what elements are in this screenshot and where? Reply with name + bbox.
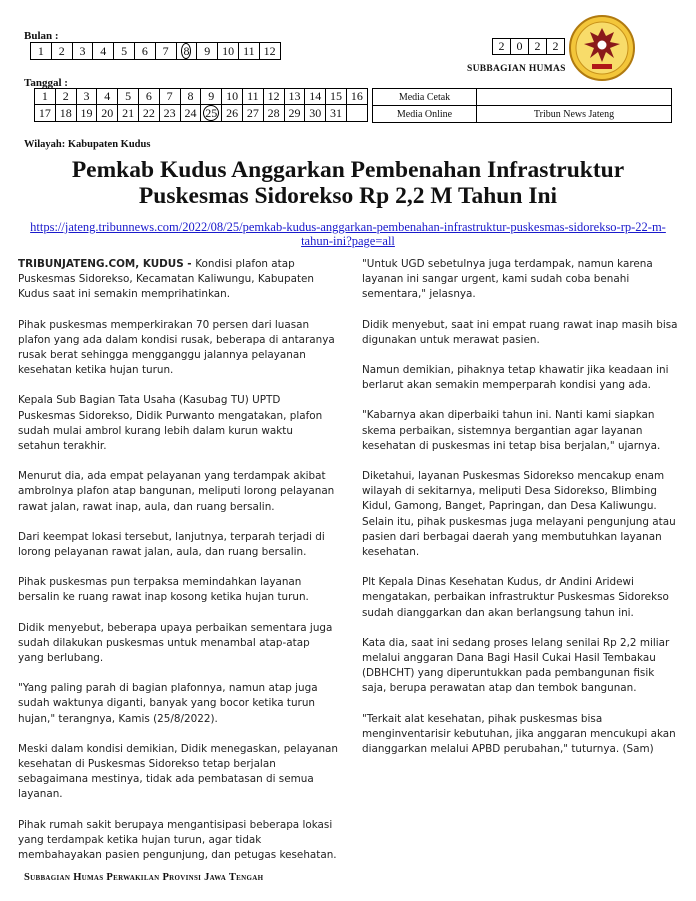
article-url-link[interactable]: https://jateng.tribunnews.com/2022/08/25/pemkab-kudus-anggarkan-pembenahan-infrastruktur-puskesmas-sidorekso-rp-22-m-tahun-ini?page=all bbox=[30, 220, 666, 248]
article-paragraph: Plt Kepala Dinas Kesehatan Kudus, dr Andini Aridewi mengatakan, perbaikan infrastruktur Puskesmas Sidorekso sudah dianggarkan dan akan berlangsung tahun ini. bbox=[362, 576, 669, 619]
month-cell: 9 bbox=[197, 43, 218, 60]
footer-label: Subbagian Humas Perwakilan Provinsi Jawa Tengah bbox=[24, 872, 264, 883]
day-cell: 20 bbox=[97, 105, 118, 122]
article-left-column bbox=[18, 257, 338, 878]
day-cell: 7 bbox=[159, 89, 180, 105]
day-grid bbox=[34, 88, 368, 122]
day-cell: 6 bbox=[138, 89, 159, 105]
day-cell: 29 bbox=[284, 105, 305, 122]
tanggal-label: Tanggal : bbox=[24, 77, 68, 89]
media-online-label: Media Online bbox=[373, 106, 477, 123]
article-dateline: TRIBUNJATENG.COM, KUDUS - bbox=[18, 258, 196, 270]
day-cell: 17 bbox=[35, 105, 56, 122]
month-cell: 11 bbox=[238, 43, 259, 60]
article-paragraph: Diketahui, layanan Puskesmas Sidorekso mencakup enam wilayah di sekitarnya, meliputi Desa Sidorekso, Blimbing Kidul, Gamong, Banget, Papringan, dan Desa Kaliwungu. Selain itu, pihak puskesmas juga melayani pengunjung atau pasien dari berbagai daerah yang membutuhkan layanan kesehatan. bbox=[362, 470, 676, 559]
month-cell: 12 bbox=[259, 43, 280, 60]
day-cell: 21 bbox=[118, 105, 139, 122]
wilayah-label: Wilayah: Kabupaten Kudus bbox=[24, 139, 151, 150]
month-cell: 2 bbox=[51, 43, 72, 60]
month-cell: 5 bbox=[114, 43, 135, 60]
article-paragraph: "Yang paling parah di bagian plafonnya, namun atap juga sudah waktunya diganti, banyak yang bocor ketika turun hujan," terangnya, Kamis (25/8/2022). bbox=[18, 682, 318, 725]
day-cell: 18 bbox=[55, 105, 76, 122]
day-cell: 5 bbox=[118, 89, 139, 105]
article-paragraph: Pihak rumah sakit berupaya mengantisipasi beberapa lokasi yang terdampak ketika hujan turun, agar tidak membahayakan pasien pengunjung, dan petugas kesehatan. bbox=[18, 818, 337, 862]
month-cell: 1 bbox=[31, 43, 52, 60]
day-cell: 14 bbox=[305, 89, 326, 105]
media-online-value: Tribun News Jateng bbox=[477, 106, 672, 123]
article-paragraph: Didik menyebut, beberapa upaya perbaikan sementara juga sudah dilakukan puskesmas untuk menambal atap-atap yang berlubang. bbox=[18, 621, 333, 665]
article-paragraph: "Terkait alat kesehatan, pihak puskesmas bisa menginventarisir kebutuhan, jika anggaran mencukupi akan dianggarkan melalui APBD perubahan," tuturnya. (Sam) bbox=[362, 712, 676, 756]
day-cell: 13 bbox=[284, 89, 305, 105]
day-cell: 2 bbox=[55, 89, 76, 105]
day-cell: 26 bbox=[222, 105, 243, 122]
month-cell: 4 bbox=[93, 43, 114, 60]
day-cell: 9 bbox=[201, 89, 222, 105]
day-cell: 12 bbox=[263, 89, 284, 105]
day-cell: 1 bbox=[35, 89, 56, 105]
day-cell: 22 bbox=[138, 105, 159, 122]
month-cell: 10 bbox=[218, 43, 239, 60]
day-cell: 11 bbox=[242, 89, 263, 105]
year-digit-cell: 0 bbox=[511, 39, 529, 55]
day-cell: 30 bbox=[305, 105, 326, 122]
month-grid bbox=[30, 42, 281, 60]
day-cell: 23 bbox=[159, 105, 180, 122]
year-digit-cell: 2 bbox=[547, 39, 565, 55]
day-cell: 4 bbox=[97, 89, 118, 105]
article-paragraph: Pihak puskesmas pun terpaksa memindahkan layanan bersalin ke ruang rawat inap kosong ketika hujan turun. bbox=[18, 576, 309, 604]
subbagian-label: SUBBAGIAN HUMAS bbox=[467, 64, 566, 74]
article-paragraph: Namun demikian, pihaknya tetap khawatir jika keadaan ini berlarut akan semakin memperparah kondisi yang ada. bbox=[362, 364, 669, 392]
day-cell: 3 bbox=[76, 89, 97, 105]
article-paragraph: Menurut dia, ada empat pelayanan yang terdampak akibat ambrolnya plafon atap bangunan, meliputi lorong pelayanan rawat jalan, rawat inap, aula, dan ruang bersalin. bbox=[18, 470, 335, 513]
day-cell: 10 bbox=[222, 89, 243, 105]
month-cell: 8 bbox=[176, 43, 197, 60]
article-title: Pemkab Kudus Anggarkan Pembenahan Infrastruktur Puskesmas Sidorekso Rp 2,2 M Tahun Ini bbox=[71, 157, 625, 209]
day-cell: 25 bbox=[201, 105, 222, 122]
article-paragraph: "Kabarnya akan diperbaiki tahun ini. Nanti kami siapkan skema perbaikan, sistemnya bergantian agar layanan kesehatan di puskesmas ini tetap bisa berjalan," ujarnya. bbox=[362, 409, 661, 452]
year-digit-cell: 2 bbox=[529, 39, 547, 55]
article-paragraph: Pihak puskesmas memperkirakan 70 persen dari luasan plafon yang ada dalam kondisi rusak, beberapa di antaranya rusak berat sehingga mengganggu jalannya pelayanan kesehatan ketika hujan turun. bbox=[18, 318, 335, 377]
article-paragraph: Dari keempat lokasi tersebut, lanjutnya, terparah terjadi di lorong pelayanan rawat jalan, aula, dan ruang bersalin. bbox=[18, 530, 325, 559]
month-cell: 7 bbox=[155, 43, 176, 60]
month-cell: 6 bbox=[134, 43, 155, 60]
day-cell: 28 bbox=[263, 105, 284, 122]
month-cell: 3 bbox=[72, 43, 93, 60]
day-cell: 16 bbox=[346, 89, 367, 105]
day-cell: 27 bbox=[242, 105, 263, 122]
day-cell: 15 bbox=[326, 89, 347, 105]
media-table bbox=[372, 88, 672, 123]
article-paragraph: TRIBUNJATENG.COM, KUDUS - Kondisi plafon atap Puskesmas Sidorekso, Kecamatan Kaliwungu, Kabupaten Kudus saat ini semakin memprihatinkan. bbox=[18, 258, 315, 301]
garuda-emblem-icon bbox=[568, 14, 636, 82]
article-paragraph: Didik menyebut, saat ini empat ruang rawat inap masih bisa digunakan untuk merawat pasien. bbox=[362, 318, 678, 346]
day-cell: 31 bbox=[326, 105, 347, 122]
bulan-label: Bulan : bbox=[24, 30, 59, 42]
year-grid bbox=[492, 38, 565, 55]
media-cetak-label: Media Cetak bbox=[373, 89, 477, 106]
day-cell: 8 bbox=[180, 89, 201, 105]
article-paragraph: "Untuk UGD sebetulnya juga terdampak, namun karena layanan ini sangar urgent, kami sudah coba benahi sementara," jelasnya. bbox=[362, 258, 653, 301]
article-paragraph: Kepala Sub Bagian Tata Usaha (Kasubag TU) UPTD Puskesmas Sidorekso, Didik Purwanto mengatakan, plafon sudah mulai ambrol kurang lebih dalam kurun waktu setahun terakhir. bbox=[18, 394, 323, 453]
day-cell: 24 bbox=[180, 105, 201, 122]
article-paragraph: Meski dalam kondisi demikian, Didik menegaskan, pelayanan kesehatan di Puskesmas Sidorekso tetap berjalan sebagaimana mestinya, tidak ada pembatasan di semua layanan. bbox=[18, 742, 339, 801]
media-cetak-value bbox=[477, 89, 672, 106]
day-cell: 19 bbox=[76, 105, 97, 122]
day-cell bbox=[346, 105, 367, 122]
article-right-column bbox=[362, 257, 678, 772]
article-paragraph: Kata dia, saat ini sedang proses lelang senilai Rp 2,2 miliar melalui anggaran Dana Bagi Hasil Cukai Hasil Tembakau (DBHCHT) yang diperuntukkan pada pembangunan fisik saja, berupa perawatan atap dan tembok bangunan. bbox=[362, 636, 670, 695]
year-digit-cell: 2 bbox=[493, 39, 511, 55]
